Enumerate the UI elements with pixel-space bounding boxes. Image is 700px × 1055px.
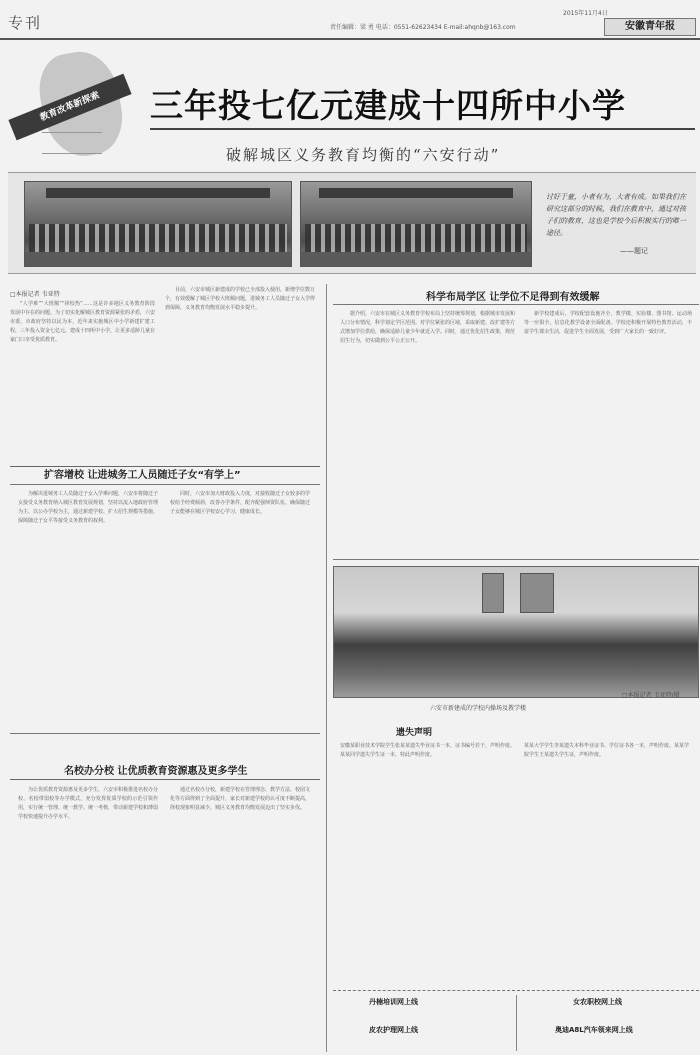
ad-title: 女农职校网上线 xyxy=(573,998,622,1006)
section-rule xyxy=(10,779,320,780)
subhead-branch-schools: 名校办分校 让优质教育资源惠及更多学生 xyxy=(64,766,248,777)
subhead-expansion: 扩容增校 让进城务工人员随迁子女“有学上” xyxy=(44,470,241,481)
classified-ads xyxy=(333,990,699,1052)
intro-paragraph: “人学难”“大班额”“择校热”……这是许多地区义务教育阶段发展中存在的问题。为了切实化解城区教育资源紧张的矛盾，六安市委、市政府坚持以民为本，近年来实施城区中小学新建扩建工程，三年投入资金七亿元，建成十四所中小学，让更多适龄儿童在家门口享受优质教育。 xyxy=(10,301,155,343)
district-paragraph-2: 新学校建成后，学校配套设施齐全，教学楼、实验楼、图书馆、运动场等一应俱全，信息化教学设备全面配备。学校还积极开展特色教育活动，丰富学生课余生活，促进学生全面发展，受到广大家长的一致好评。 xyxy=(524,311,692,335)
district-text-1 xyxy=(340,310,515,556)
branch-paragraph-2: 通过名校办分校，新建学校在管理理念、教学方法、校园文化等方面得到了全面提升，家长对新建学校的认可度不断提高，择校现象明显减少，城区义务教育均衡发展迈出了坚实步伐。 xyxy=(170,787,310,811)
notice-title: 遗失声明 xyxy=(396,728,433,738)
building xyxy=(520,573,554,613)
expansion-text-2 xyxy=(170,490,310,728)
epigraph-quote: 讨好于童，小者有为，大者有成。如果我们在研究这部分的时候，我们在教育中，通过对孩子们的教育，这也是学校今后积极实行的唯一途径。 xyxy=(546,193,686,237)
photo-strip xyxy=(8,172,696,274)
column-separator xyxy=(326,284,327,1052)
expansion-paragraph-1: 为解决进城务工人员随迁子女入学难问题，六安市将随迁子女接受义务教育纳入城区教育发展规划，坚持以流入地政府管理为主、以公办学校为主，通过新建学校、扩大招生规模等措施，保障随迁子女平等接受义务教育的权利。 xyxy=(18,491,158,524)
notice-column-1 xyxy=(340,742,515,982)
intro-text xyxy=(10,300,155,455)
issue-date: 2015年11月4日 xyxy=(563,10,608,17)
intro-paragraph-2: 目前，六安市城区新建成的学校已全部投入使用，新增学位数万个，有效缓解了城区学校大班额问题，进城务工人员随迁子女入学得到保障，义务教育均衡发展水平稳步提升。 xyxy=(165,287,315,311)
editor-info: 责任编辑：梁 勇 电话：0551-62623434 E-mail:ahqnb@163.com xyxy=(330,24,516,31)
epigraph-signature: ——题记 xyxy=(620,247,648,255)
photo-caption: 六安市新建成的学校内操场及教学楼 xyxy=(430,705,527,712)
expansion-paragraph-2: 同时，六安市加大财政投入力度，对接收随迁子女较多的学校给予经费倾斜，改善办学条件，配齐配强师资队伍，确保随迁子女能够在城区学校安心学习、健康成长。 xyxy=(170,491,310,515)
column-logo-lines xyxy=(42,132,102,154)
ad-title: 皮农护理网上线 xyxy=(369,1026,418,1034)
banner-strip xyxy=(319,188,512,198)
subhead-school-district: 科学布局学区 让学位不足得到有效缓解 xyxy=(426,292,600,303)
building xyxy=(482,573,504,613)
ceremony-photo-2 xyxy=(300,181,532,267)
district-paragraph-1: 据介绍，六安市在城区义务教育学校布局上坚持统筹规划，根据城市发展和人口分布情况，科学划定学区范围。对学位紧张的区域，采取新建、改扩建等方式增加学位供给，确保适龄儿童少年就近入学。同时，通过优化招生政策，规范招生行为，切实做到公平公正公开。 xyxy=(340,311,515,344)
page-header xyxy=(0,0,700,40)
masthead-logo: 安徽青年报 xyxy=(604,18,696,36)
subheadline: 破解城区义务教育均衡的“六安行动” xyxy=(226,146,501,164)
notice-entry: 某某大学学生李某遗失本科毕业证书、学位证书各一本，声明作废。某某学院学生王某遗失学生证，声明作废。 xyxy=(524,743,690,758)
banner-strip xyxy=(46,188,269,198)
ad-separator xyxy=(516,995,517,1051)
photo-credit: □本报记者 韦亚特/摄 xyxy=(622,692,680,699)
intro-text-2 xyxy=(165,286,315,455)
ceremony-photo-1 xyxy=(24,181,292,267)
branch-text-2 xyxy=(170,786,310,1048)
ground xyxy=(25,252,291,266)
expansion-text-1 xyxy=(18,490,158,728)
crowd xyxy=(29,224,287,252)
column-logo xyxy=(8,50,133,160)
ad-title: 奥迪A8L汽车领来网上线 xyxy=(555,1026,633,1034)
byline: □本报记者 韦亚特 xyxy=(10,291,60,298)
ad-title: 丹楠培训网上线 xyxy=(369,998,418,1006)
headline: 三年投七亿元建成十四所中小学 xyxy=(150,86,626,125)
ground xyxy=(301,252,531,266)
headline-rule xyxy=(150,128,695,130)
campus-photo xyxy=(333,566,699,698)
branch-text-1 xyxy=(18,786,158,1048)
branch-paragraph-1: 为让优质教育资源惠及更多学生，六安市积极推进名校办分校、名校带弱校等办学模式，充分发挥优质学校的示范引领作用，实行统一管理、统一教学、统一考核，带动新建学校和薄弱学校快速提升办学水平。 xyxy=(18,787,158,820)
notice-entry: 安徽某职业技术学院学生张某某遗失毕业证书一本，证书编号若干，声明作废。某某同学遗失学生证一本，特此声明作废。 xyxy=(340,743,515,758)
notice-column-2 xyxy=(524,742,692,982)
section-label: 专刊 xyxy=(8,14,43,32)
crowd xyxy=(305,224,527,252)
column-logo-banner: 教育改革新探索 xyxy=(8,74,131,141)
district-text-2 xyxy=(524,310,692,556)
